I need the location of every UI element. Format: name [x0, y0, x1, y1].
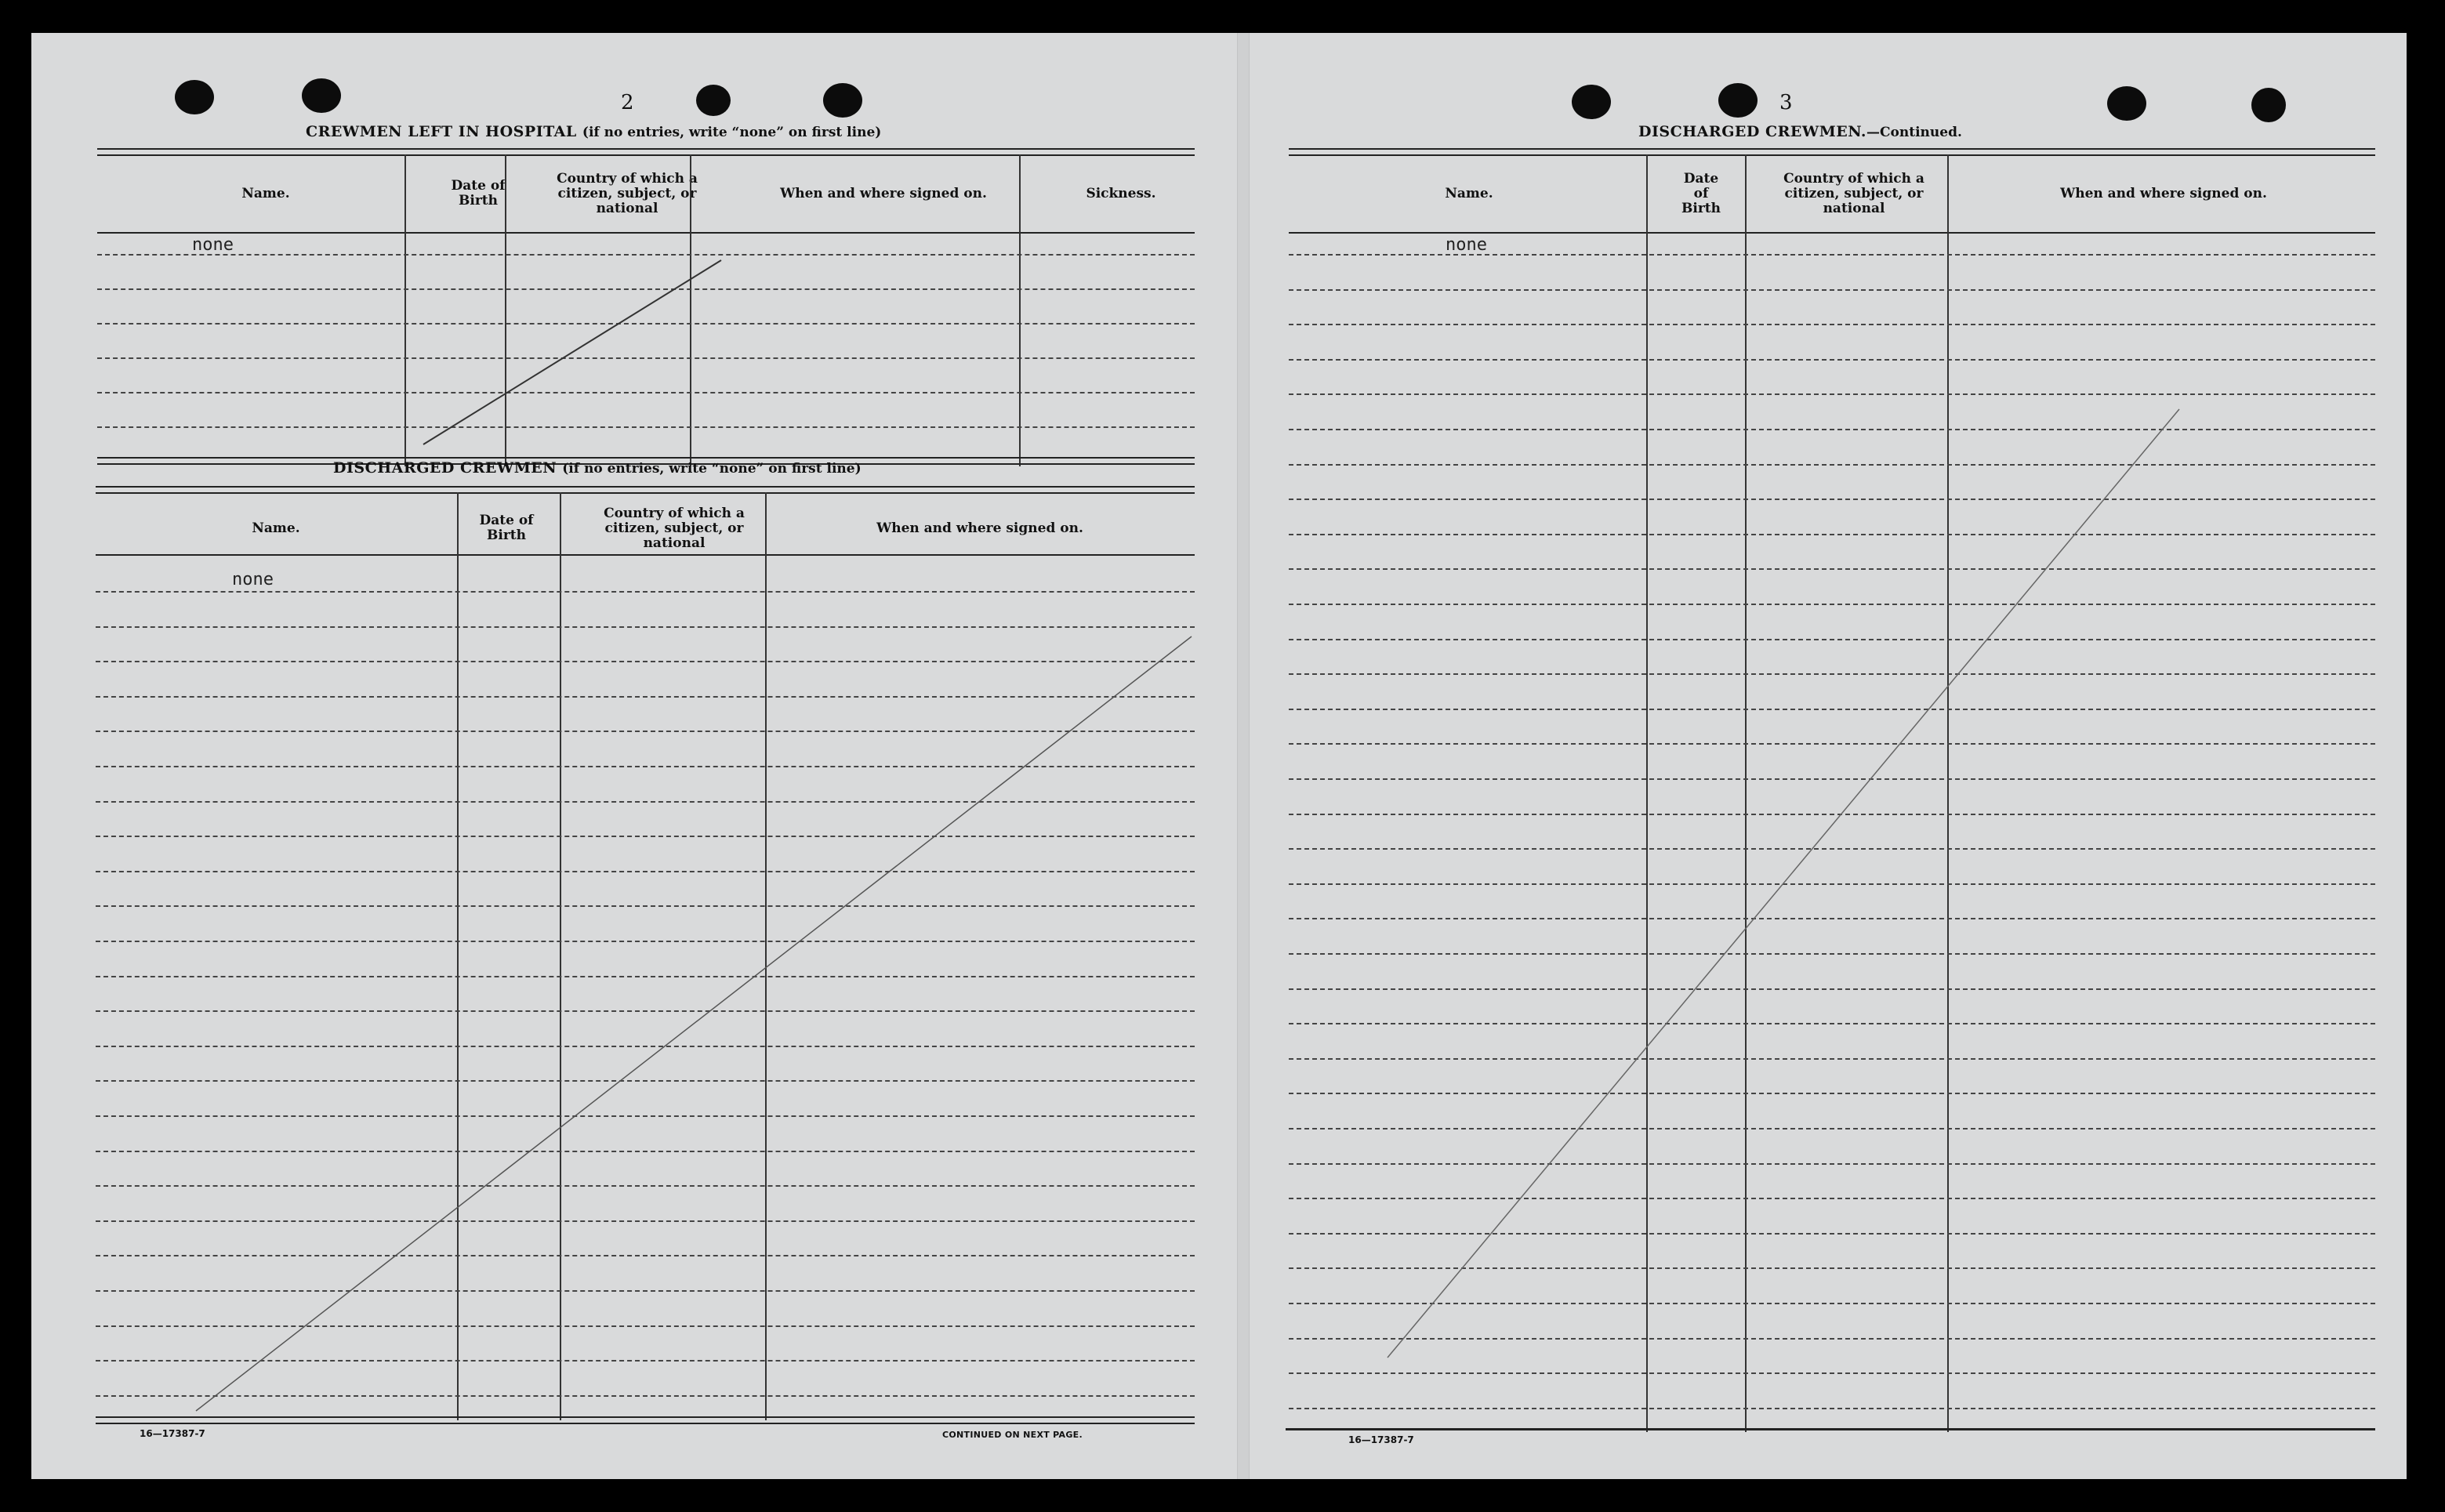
col-header-signed: When and where signed on. — [876, 520, 1083, 536]
col-divider — [1947, 154, 1949, 1432]
col-header-signed: When and where signed on. — [780, 185, 987, 201]
discharged-continued-title — [1638, 123, 1962, 140]
table-bottom-rule — [96, 1416, 1195, 1424]
entry-line — [96, 1080, 1195, 1082]
table-top-rule — [1289, 148, 2375, 156]
col-header-sickness: Sickness. — [1086, 185, 1156, 201]
entry-line — [1289, 393, 2375, 395]
entry-line — [96, 836, 1195, 837]
entry-line — [96, 591, 1195, 593]
entry-line — [96, 1046, 1195, 1047]
entry-line — [1289, 1233, 2375, 1235]
col-divider — [505, 154, 506, 466]
entry-line — [1289, 464, 2375, 466]
entry-line — [96, 1220, 1195, 1222]
col-header-country: Country of which a citizen, subject, or national — [1783, 170, 1924, 216]
col-divider — [560, 492, 561, 1420]
entry-line — [96, 1325, 1195, 1327]
entry-line — [1289, 1128, 2375, 1129]
col-divider — [457, 492, 459, 1420]
col-header-dob: Date of Birth — [1681, 170, 1721, 216]
entry-line — [1289, 1303, 2375, 1304]
entry-line — [96, 801, 1195, 803]
entry-line — [97, 357, 1195, 359]
table-top-rule — [96, 486, 1195, 494]
entry-line — [96, 1290, 1195, 1292]
entry-line — [96, 1395, 1195, 1397]
entry-line — [96, 1151, 1195, 1152]
entry-line — [1289, 709, 2375, 710]
table-bottom-rule — [1286, 1428, 2375, 1430]
entry-line — [96, 941, 1195, 942]
entry-line — [1289, 429, 2375, 430]
entry-line — [1289, 324, 2375, 325]
entry-line — [97, 426, 1195, 428]
entry-line — [1289, 534, 2375, 535]
hospital-section-title — [306, 123, 881, 140]
entry-line — [1289, 359, 2375, 361]
hospital-title-text: CREWMEN LEFT IN HOSPITAL — [306, 123, 577, 140]
header-rule — [1289, 232, 2375, 234]
entry-line — [1289, 988, 2375, 990]
document-sheet — [31, 33, 2407, 1479]
entry-line — [97, 392, 1195, 393]
col-divider — [404, 154, 406, 466]
discharged-title-text: DISCHARGED CREWMEN. — [1638, 123, 1867, 140]
entry-line — [1289, 883, 2375, 885]
entry-line — [96, 1185, 1195, 1187]
entry-line — [1289, 1198, 2375, 1199]
form-number: 16—17387-7 — [140, 1428, 205, 1439]
entry-line — [1289, 1372, 2375, 1374]
col-divider — [690, 154, 691, 466]
continued-note: CONTINUED ON NEXT PAGE. — [942, 1430, 1083, 1440]
entry-line — [96, 976, 1195, 977]
entry-line — [1289, 848, 2375, 850]
entry-line — [97, 254, 1195, 256]
header-rule — [96, 554, 1195, 556]
entry-line — [96, 871, 1195, 872]
form-number: 16—17387-7 — [1348, 1434, 1414, 1445]
entry-line — [96, 696, 1195, 698]
entry-line — [96, 661, 1195, 662]
entry-line — [1289, 1058, 2375, 1060]
entry-line — [1289, 1163, 2375, 1165]
col-header-dob: Date of Birth — [479, 513, 534, 543]
table-top-rule — [97, 148, 1195, 156]
entry-line — [1289, 1338, 2375, 1340]
entry-line — [1289, 1023, 2375, 1024]
entry-line — [1289, 778, 2375, 780]
entry-line — [1289, 743, 2375, 745]
col-divider — [1646, 154, 1648, 1432]
entry-line — [1289, 1093, 2375, 1094]
entry-line — [1289, 499, 2375, 500]
entry-line — [1289, 673, 2375, 675]
entry-line — [96, 1115, 1195, 1117]
continued-suffix: —Continued. — [1866, 125, 1962, 140]
discharged-title-text: DISCHARGED CREWMEN — [333, 459, 557, 477]
discharged-title-note: (if no entries, write “none” on first line) — [562, 461, 862, 477]
entry-line — [97, 288, 1195, 290]
right-first-entry: none — [1446, 235, 1487, 255]
col-divider — [1019, 154, 1021, 466]
hospital-title-note: (if no entries, write “none” on first line) — [582, 125, 882, 140]
entry-line — [1289, 1408, 2375, 1409]
col-header-country: Country of which a citizen, subject, or national — [604, 505, 745, 551]
page-number: 3 — [1779, 91, 1793, 114]
page-number: 2 — [621, 91, 634, 114]
entry-line — [1289, 814, 2375, 815]
page-fold — [1237, 33, 1250, 1479]
col-divider — [765, 492, 767, 1420]
entry-line — [1289, 568, 2375, 570]
col-divider — [1745, 154, 1747, 1432]
entry-line — [1289, 289, 2375, 291]
col-header-dob: Date of Birth — [451, 178, 506, 208]
entry-line — [1289, 604, 2375, 605]
col-header-name: Name. — [241, 185, 290, 201]
hospital-first-entry: none — [192, 235, 234, 255]
entry-line — [96, 1010, 1195, 1012]
entry-line — [1289, 639, 2375, 640]
entry-line — [96, 905, 1195, 907]
entry-line — [97, 323, 1195, 325]
discharged-first-entry: none — [232, 570, 274, 589]
header-rule — [97, 232, 1195, 234]
entry-line — [96, 1255, 1195, 1256]
left-page — [31, 33, 1239, 1479]
entry-line — [96, 766, 1195, 767]
entry-line — [96, 731, 1195, 732]
discharged-section-title — [333, 459, 862, 477]
entry-line — [96, 1360, 1195, 1362]
right-page — [1254, 33, 2407, 1479]
entry-line — [1289, 918, 2375, 919]
entry-line — [1289, 254, 2375, 256]
entry-line — [96, 626, 1195, 628]
col-header-signed: When and where signed on. — [2060, 185, 2267, 201]
col-header-name: Name. — [1445, 185, 1493, 201]
entry-line — [1289, 953, 2375, 955]
col-header-name: Name. — [252, 520, 300, 536]
col-header-country: Country of which a citizen, subject, or national — [557, 170, 698, 216]
entry-line — [1289, 1267, 2375, 1269]
